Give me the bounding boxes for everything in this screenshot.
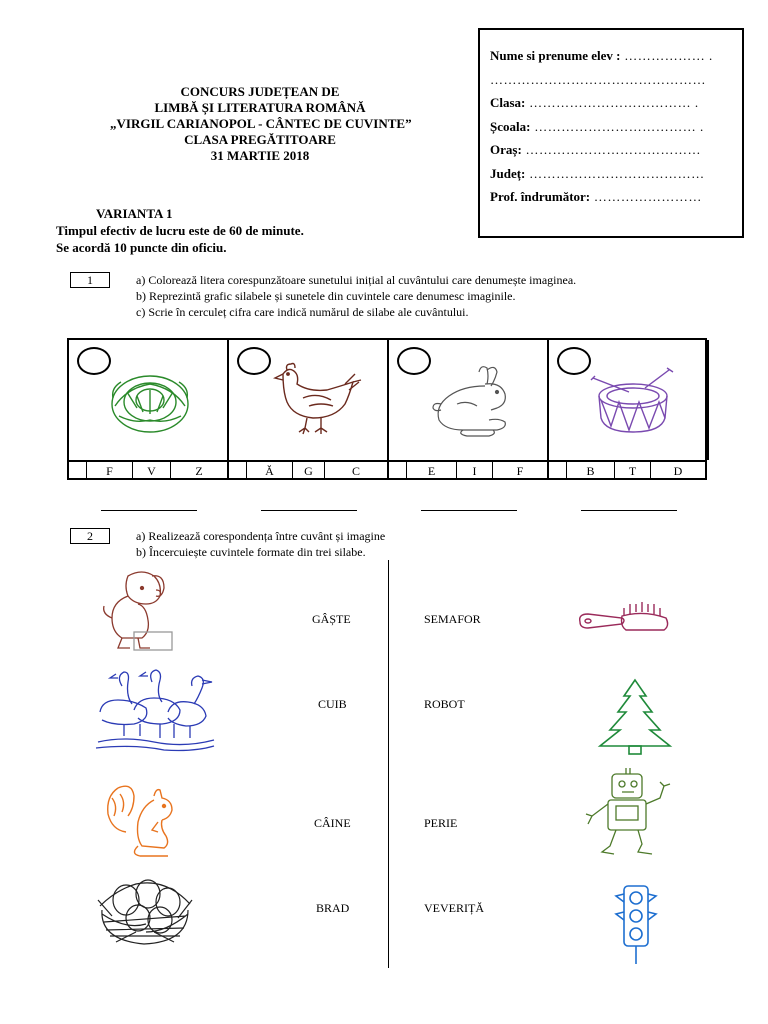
field-dots: …………………………………: [521, 142, 702, 157]
field-label: Prof. îndrumător:: [490, 189, 591, 204]
robot-icon: [578, 764, 674, 860]
letter-cell[interactable]: B: [567, 462, 615, 480]
letter-cell[interactable]: C: [325, 462, 389, 480]
letter-cell-empty: [389, 462, 407, 480]
word-perie[interactable]: PERIE: [424, 816, 458, 830]
nest-icon: [96, 870, 194, 952]
brush-icon: [574, 596, 672, 638]
field-dots: …………………………………………: [490, 71, 706, 87]
syllable-circle[interactable]: [557, 347, 591, 375]
dog-icon: [98, 566, 178, 652]
student-info-box: [478, 28, 744, 238]
word-brad[interactable]: BRAD: [316, 901, 350, 915]
instruction-a: a) Realizează corespondența între cuvânt și imagine: [136, 529, 386, 543]
fir-tree-icon: [594, 676, 676, 756]
field-label: Clasa:: [490, 95, 526, 110]
picture-cell-drum: [549, 340, 709, 460]
variant-label: VARIANTA 1: [96, 206, 173, 221]
syllable-circle[interactable]: [237, 347, 271, 375]
rabbit-icon: [427, 364, 521, 438]
exercise-2-number: 2: [70, 528, 110, 544]
county-field[interactable]: [490, 166, 742, 190]
exercise-1-instructions: [136, 272, 576, 320]
letter-cell[interactable]: F: [493, 462, 549, 480]
word-semafor[interactable]: SEMAFOR: [424, 612, 481, 626]
letter-cell[interactable]: F: [87, 462, 133, 480]
word-robot[interactable]: ROBOT: [424, 697, 465, 711]
letter-cell[interactable]: Z: [171, 462, 229, 480]
answer-blank-1[interactable]: [101, 510, 197, 511]
word-gaste[interactable]: GÂȘTE: [312, 612, 351, 626]
header-line-3: „VIRGIL CARIANOPOL - CÂNTEC DE CUVINTE”: [110, 116, 412, 131]
class-field[interactable]: [490, 95, 742, 119]
letters-row: [69, 460, 705, 480]
field-dots: ……………… .: [620, 48, 713, 63]
field-dots: ……………………: [590, 189, 702, 204]
letter-cell-empty: [549, 462, 567, 480]
header-line-5: 31 MARTIE 2018: [210, 148, 310, 163]
letter-cell[interactable]: V: [133, 462, 171, 480]
picture-cell-rabbit: [389, 340, 549, 460]
school-field[interactable]: [490, 119, 742, 143]
student-name-field[interactable]: [490, 48, 742, 72]
field-label: Județ:: [490, 165, 526, 181]
field-label: Nume si prenume elev :: [490, 48, 621, 63]
field-label: Școala:: [490, 118, 531, 134]
letter-cell[interactable]: I: [457, 462, 493, 480]
instruction-b: b) Încercuiește cuvintele formate din trei silabe.: [136, 545, 366, 559]
syllable-circle[interactable]: [77, 347, 111, 375]
picture-cell-hen: [229, 340, 389, 460]
header-line-1: CONCURS JUDEȚEAN DE: [180, 84, 340, 99]
field-dots: ……………………………… .: [530, 118, 704, 134]
column-divider: [388, 560, 389, 968]
header-line-4: CLASA PREGĂTITOARE: [184, 132, 336, 147]
cabbage-icon: [107, 368, 193, 438]
drum-icon: [589, 366, 679, 438]
header-line-2: LIMBĂ ȘI LITERATURA ROMÂNĂ: [154, 100, 366, 115]
instruction-a: a) Colorează litera corespunzătoare sunetului inițial al cuvântului care denumește imaginea.: [136, 273, 577, 287]
geese-icon: [94, 666, 218, 752]
field-label: Oraș:: [490, 142, 522, 157]
letter-cell-empty: [229, 462, 247, 480]
field-dots: …………………………………: [525, 165, 705, 181]
exercise-2-instructions: [136, 528, 385, 560]
squirrel-icon: [98, 776, 182, 860]
traffic-light-icon: [614, 880, 658, 966]
student-name-field-cont[interactable]: [490, 72, 742, 96]
picture-cell-cabbage: [69, 340, 229, 460]
picture-panel: [67, 338, 707, 480]
letter-cell[interactable]: G: [293, 462, 325, 480]
word-cuib[interactable]: CUIB: [318, 697, 347, 711]
exam-info: [56, 222, 304, 256]
letter-cell[interactable]: E: [407, 462, 457, 480]
contest-header: [110, 84, 410, 164]
hen-icon: [269, 362, 365, 438]
answer-blank-3[interactable]: [421, 510, 517, 511]
letter-cell[interactable]: D: [673, 464, 683, 478]
exercise-1-number: 1: [70, 272, 110, 288]
syllable-circle[interactable]: [397, 347, 431, 375]
city-field[interactable]: [490, 142, 742, 166]
letter-cell[interactable]: Ă: [247, 462, 293, 480]
word-caine[interactable]: CÂINE: [314, 816, 351, 830]
instruction-c: c) Scrie în cerculeț cifra care indică numărul de silabe ale cuvântului.: [136, 305, 469, 319]
instruction-b: b) Reprezintă grafic silabele și sunetele din cuvintele care denumesc imaginile.: [136, 289, 516, 303]
answer-blank-4[interactable]: [581, 510, 677, 511]
letter-cell[interactable]: T: [615, 462, 651, 480]
teacher-field[interactable]: [490, 189, 742, 213]
time-note: Timpul efectiv de lucru este de 60 de minute.: [56, 223, 304, 238]
answer-blank-2[interactable]: [261, 510, 357, 511]
field-dots: ……………………………… .: [525, 95, 699, 110]
word-veverita[interactable]: VEVERIȚĂ: [424, 901, 484, 915]
points-note: Se acordă 10 puncte din oficiu.: [56, 240, 227, 255]
letter-cell-empty: [69, 462, 87, 480]
